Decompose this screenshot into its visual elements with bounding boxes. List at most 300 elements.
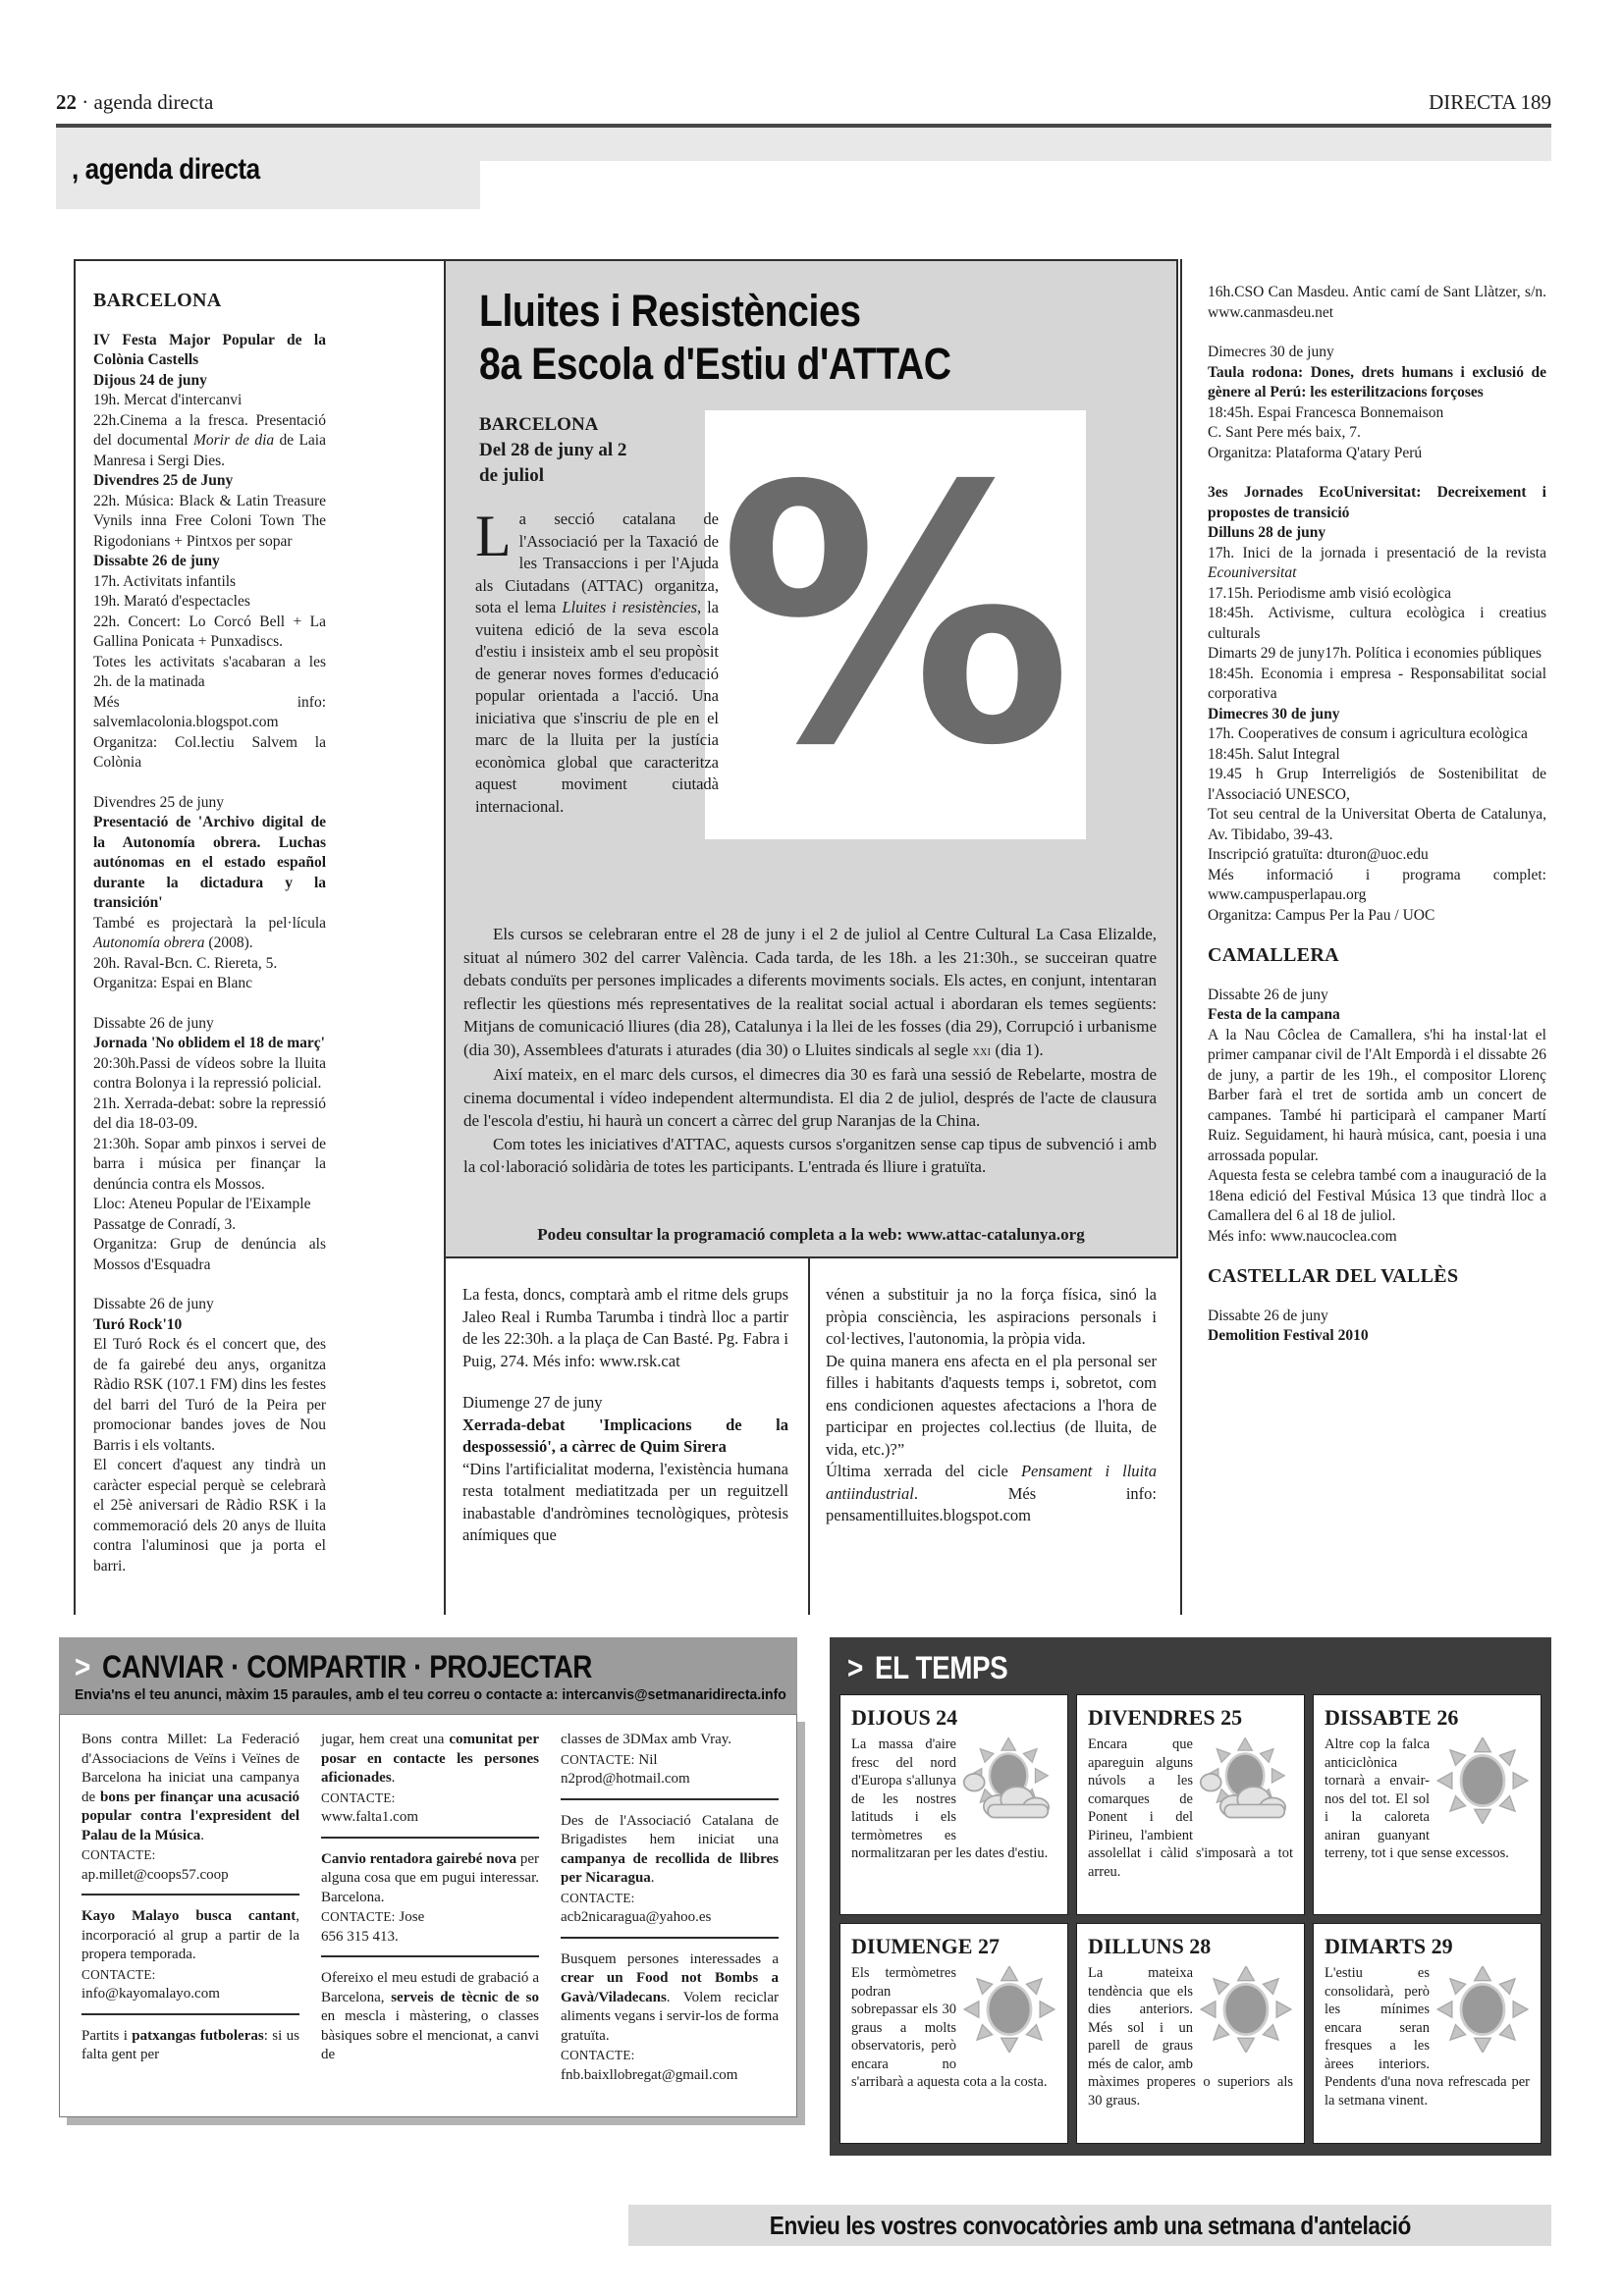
section-title-tab — [56, 128, 480, 209]
weather-days-grid — [830, 1694, 1551, 2144]
text-line — [462, 1415, 788, 1459]
text-line — [93, 693, 326, 733]
text-line — [93, 1315, 326, 1336]
text-run: BARCELONA — [93, 290, 222, 311]
weather-day-text: La mateixa tendència que els dies anteriors. Més sol i un parell de graus més de calor, amb màximes properes o superiors als 30 graus. — [1088, 1965, 1293, 2109]
weather-header — [830, 1637, 1551, 1694]
text-run: Organitza: Espai en Blanc — [93, 975, 252, 991]
text-line — [1208, 705, 1546, 725]
text-line — [462, 1459, 788, 1547]
event-taula-rodona-peru — [1208, 343, 1546, 463]
text-run: 19.45 h Grup Interreligiós de Sostenibilitat de l'Associació UNESCO, — [1208, 766, 1546, 803]
footer-note: Envieu les vostres convocatòries amb una setmana d'antelació — [769, 2210, 1411, 2240]
text-run: Pensament i lluita antiindustrial — [826, 1462, 1157, 1503]
text-run: . Més info: pensamentilluites.blogspot.com — [826, 1483, 1157, 1524]
event-archivo-digital — [93, 793, 326, 994]
ad-estudi-continuation — [561, 1731, 779, 1800]
event-jornada-18-marc — [93, 1014, 326, 1276]
text-run: n2prod@hotmail.com — [561, 1771, 690, 1787]
text-run: 20h. Raval-Bcn. C. Riereta, 5. — [93, 954, 278, 972]
text-run: Dissabte 26 de juny — [1208, 1307, 1328, 1324]
text-run: Bons contra Millet: La Federació d'Associacions de Veïns i Veïnes de Barcelona ha iniciat una campanya de — [81, 1732, 299, 1805]
text-run: El concert d'aquest any tindrà un caràcter especial perquè se celebrarà el 25è aniversari de Ràdio RSK i la commemoració dels 20 anys de lluita contra l'aluminosi que ja porta el barri. — [93, 1457, 326, 1575]
text-run: CAMALLERA — [1208, 944, 1339, 966]
event-turo-rock — [93, 1295, 326, 1576]
text-line — [321, 1928, 539, 1948]
sun-icon — [1435, 1737, 1530, 1824]
weather-title: EL TEMPS — [875, 1650, 1008, 1685]
text-run: 22h.Cinema a la fresca. Presentació del documental — [93, 411, 326, 449]
weather-icon-holder — [1435, 1737, 1530, 1824]
can-masdeu-info — [1208, 283, 1546, 323]
text-run: Des de l'Associació Catalana de Brigadistes hem iniciat una — [561, 1812, 779, 1847]
text-line — [93, 1295, 326, 1315]
text-run: 21h. Xerrada-debat: sobre la repressió del dia 18-03-09. — [93, 1095, 326, 1132]
text-run: info@kayomalayo.com — [81, 1986, 220, 2002]
page-number: 22 — [56, 90, 77, 114]
text-run: Més info: salvemlacolonia.blogspot.com — [93, 693, 326, 730]
article-lead — [475, 504, 719, 818]
drop-cap: L — [475, 504, 512, 568]
text-run: bons per finançar una acusació popular contra l'expresident del Palau de la Música — [81, 1789, 299, 1843]
sun-cloud-icon — [962, 1737, 1056, 1824]
text-line — [1208, 1266, 1546, 1287]
text-run: Així mateix, en el marc dels cursos, el dimecres dia 30 es farà una sessió de Rebelarte, mostra de cinema documental i vídeo independent altermundista. El dia 2 de juliol, després de l'acte de clausura de l'escola d'estiu, hi haurà un concert a càrrec del grup Naranjas de la China. — [463, 1065, 1157, 1130]
text-run: Dimecres 30 de juny — [1208, 344, 1334, 360]
text-run: Com totes les iniciatives d'ATTAC, aquests cursos s'organitzen sense cap tipus de subvenció i amb la col·laboració solidària de totes les participants. L'entrada és lliure i gratuïta. — [463, 1134, 1157, 1176]
text-line — [1208, 1227, 1546, 1248]
text-run: 18:45h. Espai Francesca Bonnemaison — [1208, 403, 1444, 421]
text-run: Dissabte 26 de juny — [93, 1014, 214, 1032]
text-run: Organitza: Col.lectiu Salvem la Colònia — [93, 733, 326, 771]
footer-bar — [628, 2205, 1551, 2246]
text-line — [93, 391, 326, 411]
text-run: 17h. Cooperatives de consum i agricultura ecològica — [1208, 725, 1528, 742]
agenda-right-column — [1208, 283, 1546, 1366]
weather-day-card — [1313, 1694, 1542, 1915]
classifieds-subtitle: Envia'ns el teu anunci, màxim 15 paraules, amb el teu correu o contacte a: intercanvis@setmanaridirecta.info — [75, 1686, 786, 1703]
agenda-left-column — [93, 283, 326, 1596]
text-run: . — [650, 1870, 655, 1886]
text-line — [561, 1770, 779, 1789]
weather-day-forecast — [851, 1735, 1056, 1863]
text-run: : si us falta gent per — [81, 2027, 299, 2062]
folio-section-name: agenda directa — [93, 90, 214, 114]
text-run: Dilluns 28 de juny — [1208, 524, 1326, 541]
weather-day-card — [1076, 1923, 1305, 2144]
text-run: campanya de recollida de llibres per Nicaragua — [561, 1850, 779, 1886]
text-run: 18:45h. Salut Integral — [1208, 745, 1340, 763]
text-run: Més informació i programa complet: www.campusperlapau.org — [1208, 866, 1546, 903]
text-run: xxi — [972, 1042, 992, 1059]
ad-divider — [561, 1798, 779, 1800]
folio-left — [56, 90, 213, 115]
text-line — [81, 1866, 299, 1886]
text-run: Xerrada-debat 'Implicacions de la despossessió', a càrrec de Quim Sirera — [462, 1415, 788, 1456]
ad-divider — [321, 1955, 539, 1957]
ad-divider — [321, 1837, 539, 1839]
text-line — [1208, 423, 1546, 444]
city-heading — [1208, 945, 1546, 966]
text-run: 22h. Concert: Lo Corcó Bell + La Gallina Ponicata + Punxadiscs. — [93, 613, 326, 650]
text-line — [93, 331, 326, 371]
ad-divider — [561, 1937, 779, 1939]
classifieds-box — [59, 1714, 797, 2117]
text-line — [1208, 343, 1546, 363]
percent-graphic-box — [705, 410, 1086, 839]
text-line — [1208, 724, 1546, 745]
text-run: ap.millet@coops57.coop — [81, 1866, 229, 1883]
text-line — [462, 1284, 788, 1372]
weather-day-forecast — [1325, 1735, 1530, 1863]
weather-icon-holder — [962, 1737, 1056, 1824]
text-line — [93, 371, 326, 392]
percent-symbol: % — [718, 410, 1073, 823]
text-run: fnb.baixllobregat@gmail.com — [561, 2066, 738, 2083]
text-run: A la Nau Côclea de Camallera, s'hi ha instal·lat el primer campanar civil de l'Alt Empordà i el dissabte 26 de juny, a partir de les 19h., el compositor Llorenç Barber farà el tret de sortida amb un concert de campanes. També hi participarà el campaner Martí Ruiz. Seguidament, hi haurà música, cant, poesia i una arrossada popular. — [1208, 1026, 1546, 1164]
text-run: , incorporació al grup a partir de la propera temporada. — [81, 1908, 299, 1962]
text-line — [93, 492, 326, 553]
ad-bons-millet — [81, 1731, 299, 1896]
text-line — [93, 1054, 326, 1095]
article-promo-line: Podeu consultar la programació completa a la web: www.attac-catalunya.org — [537, 1225, 1085, 1244]
weather-icon-holder — [1435, 1966, 1530, 2053]
ad-patxangas — [81, 2027, 299, 2065]
sun-cloud-icon — [1199, 1737, 1293, 1824]
text-line — [93, 733, 326, 774]
text-run: patxangas futboleras — [132, 2027, 264, 2044]
text-line — [561, 1812, 779, 1889]
text-line — [321, 1808, 539, 1828]
text-run: Taula rodona: Dones, drets humans i exclusió de gènere al Perú: les esterilitzacions forçoses — [1208, 363, 1546, 400]
text-run: Ofereixo el meu estudi de grabació a Barcelona, — [321, 1970, 539, 2005]
weather-day-text: Altre cop la falca anticiclònica tornarà a envair-nos del tot. El sol i la caloreta aniran guanyant terreny, tot i que sense excessos. — [1325, 1736, 1509, 1861]
text-line — [1208, 745, 1546, 766]
text-run: CONTACTE: — [81, 1966, 156, 1982]
text-run: Jornada 'No oblidem el 18 de març' — [93, 1035, 325, 1051]
text-line — [1208, 363, 1546, 403]
xerrada-continuation — [826, 1284, 1157, 1527]
text-run: classes de 3DMax amb Vray. — [561, 1732, 732, 1747]
text-line — [561, 1908, 779, 1928]
classifieds-title: CANVIAR · COMPARTIR · PROJECTAR — [102, 1649, 593, 1684]
text-run: Ecouniversitat — [1208, 564, 1297, 581]
text-run: de Laia Manresa i Sergi Dies. — [93, 432, 326, 469]
classifieds-header — [59, 1637, 797, 1714]
text-line — [93, 974, 326, 994]
text-line — [93, 813, 326, 914]
text-line — [321, 1731, 539, 1789]
text-line — [1208, 866, 1546, 906]
text-line — [1208, 906, 1546, 927]
text-line — [81, 1731, 299, 1845]
text-line — [93, 1135, 326, 1196]
text-line — [561, 2066, 779, 2086]
ad-rentadora — [321, 1850, 539, 1958]
ad-divider — [81, 1894, 299, 1896]
weather-day-name: DILLUNS 28 — [1088, 1934, 1212, 1958]
event-ecouniversitat — [1208, 483, 1546, 926]
weather-day-name: DISSABTE 26 — [1325, 1705, 1459, 1730]
text-line — [1208, 986, 1546, 1006]
text-run: 3es Jornades EcoUniversitat: Decreixement i propostes de transició — [1208, 484, 1546, 521]
text-run: Kayo Malayo busca cantant — [81, 1908, 297, 1924]
text-line — [826, 1284, 1157, 1351]
headline-line-1: Lluites i Resistències — [479, 286, 861, 336]
text-line — [93, 1014, 326, 1035]
text-line — [463, 1133, 1157, 1179]
text-line — [826, 1351, 1157, 1462]
text-line — [81, 1985, 299, 2004]
text-line — [561, 2046, 779, 2066]
text-run: Lloc: Ateneu Popular de l'Eixample — [93, 1196, 311, 1212]
article-body — [463, 923, 1157, 1179]
text-run: (2008). — [204, 934, 253, 951]
classifieds-column-2 — [321, 1731, 539, 2097]
text-run: IV Festa Major Popular de la Colònia Castells — [93, 331, 326, 368]
text-line — [826, 1461, 1157, 1527]
weather-icon-holder — [1199, 1737, 1293, 1824]
text-line — [321, 1969, 539, 2065]
divider — [1180, 259, 1182, 1615]
text-line — [93, 411, 326, 472]
text-line — [1208, 665, 1546, 705]
agenda-below-left-column — [462, 1284, 788, 1567]
text-run: . — [391, 1770, 396, 1786]
sun-icon — [1199, 1966, 1293, 2053]
text-line — [1208, 644, 1546, 665]
text-run: “Dins l'artificialitat moderna, l'existència humana resta totalment mediatitzada per un reguitzell inabastable d'andròmines tecnològiques, pròtesis anímiques que — [462, 1459, 788, 1544]
text-run: Festa de la campana — [1208, 1006, 1340, 1023]
text-run: També es projectarà la pel·lícula — [93, 914, 326, 932]
text-run: Passatge de Conradí, 3. — [93, 1215, 237, 1233]
text-run: Divendres 25 de juny — [93, 793, 225, 811]
text-run: Totes les activitats s'acabaran a les 2h. de la matinada — [93, 653, 326, 690]
text-line — [1208, 845, 1546, 866]
text-line — [561, 1950, 779, 2047]
text-run: , la vuitena edició de la seva escola d'estiu i insisteix amb el seu propòsit de generar noves formes d'educació popular orientada a l'acció. Una iniciativa que s'inscriu de ple en el marc de la lluita per la justícia econòmica global que caracteritza aquest moviment ciutadà internacional. — [475, 598, 719, 816]
text-line — [81, 1907, 299, 1965]
text-run: serveis de tècnic de so — [391, 1989, 539, 2005]
divider — [74, 259, 76, 1615]
text-run: jugar, hem creat una — [321, 1732, 450, 1747]
text-run: 19h. Mercat d'intercanvi — [93, 392, 243, 408]
text-run: Última xerrada del cicle — [826, 1462, 1021, 1480]
text-run: 20:30h.Passi de vídeos sobre la lluita contra Bolonya i la repressió policial. — [93, 1054, 326, 1092]
weather-icon-holder — [962, 1966, 1056, 2053]
text-run: acb2nicaragua@yahoo.es — [561, 1909, 712, 1925]
text-line — [93, 1195, 326, 1215]
text-line — [93, 653, 326, 693]
text-line — [93, 1456, 326, 1576]
text-run: Dimarts 29 de juny17h. Política i economies públiques — [1208, 645, 1542, 662]
text-run: Aquesta festa se celebra també com a inauguració de la 18ena edició del Festival Música 13 que tindrà lloc a Camallera del 6 al 18 de juliol. — [1208, 1167, 1546, 1224]
weather-day-text: Encara que apareguin alguns núvols a les comarques de Ponent i del Pirineu, l'ambient assolellat i càlid s'imposarà a tot arreu. — [1088, 1736, 1293, 1880]
edition-label: DIRECTA 189 — [1429, 90, 1551, 114]
article-place-date — [479, 412, 626, 489]
weather-day-text: Els termòmetres podran sobrepassar els 30 graus a molts observatoris, però encara no s'arribarà a aquesta cota a la costa. — [851, 1965, 1048, 2090]
folio-separator: · — [81, 90, 89, 114]
text-run: a secció catalana de l'Associació per la Taxació de les Transaccions i per l'Ajuda als Ciutadans (ATTAC) organitza, sota el lema — [475, 509, 719, 616]
weather-day-card — [1076, 1694, 1305, 1915]
text-run: Els cursos se celebraran entre el 28 de juny i el 2 de juliol al Centre Cultural La Casa Elizalde, situat al número 302 del carrer València. Cada tarda, de les 18h. a les 21:30h., se succeiran quatre debats conduïts per persones implicades a diferents moviments socials. Els actes, en conjunt, intentaran reflectir les qüestions més representatives de la realitat social actual i abordaran els temes següents: Mitjans de comunicació lliures (dia 28), Catalunya i la llei de les fosses (dia 29), Corrupció i urbanisme (dia 30), Assemblees d'aturats i aturades (dia 30) o Lluites sindicals al segle — [463, 925, 1157, 1059]
text-run: per alguna cosa que em pugui interessar. Barcelona. — [321, 1850, 539, 1905]
text-line — [1208, 544, 1546, 584]
text-line — [321, 1850, 539, 1908]
text-run: Demolition Festival 2010 — [1208, 1327, 1369, 1344]
text-run: 656 315 413. — [321, 1928, 399, 1945]
text-run: 16h.CSO Can Masdeu. Antic camí de Sant Llàtzer, s/n. www.canmasdeu.net — [1208, 284, 1546, 321]
text-run: 21:30h. Sopar amb pinxos i servei de barra i música per finançar la denúncia contra els Mossos. — [93, 1135, 326, 1193]
text-line — [1208, 805, 1546, 845]
ad-estudi-gravacio — [321, 1969, 539, 2065]
text-line — [1208, 584, 1546, 605]
text-line — [1208, 403, 1546, 424]
weather-section — [830, 1637, 1551, 2156]
text-line — [81, 2027, 299, 2065]
article-date-line-1: Del 28 de juny al 2 — [479, 440, 627, 460]
weather-day-card — [1313, 1923, 1542, 2144]
headline-line-2: 8a Escola d'Estiu d'ATTAC — [479, 339, 951, 389]
text-run: Presentació de 'Archivo digital de la Autonomía obrera. Luchas autónomas en el estado español durante la dictadura y la transición' — [93, 814, 326, 911]
text-run: Organitza: Grup de denúncia als Mossos d'Esquadra — [93, 1236, 326, 1273]
text-run: Més info: www.naucoclea.com — [1208, 1227, 1397, 1245]
text-run: Lluites i resistències — [562, 598, 698, 616]
text-run: en mescla i màstering, o classes bàsiques sobre el mencionat, a canvi de — [321, 2008, 539, 2062]
text-line — [1208, 765, 1546, 805]
text-line — [1208, 483, 1546, 523]
sun-icon — [1435, 1966, 1530, 2053]
text-run: CONTACTE: — [561, 2048, 635, 2062]
text-run: CONTACTE: — [81, 1847, 156, 1862]
ad-llibres-nicaragua — [561, 1812, 779, 1939]
article-city: BARCELONA — [479, 414, 599, 435]
text-run: Tot seu central de la Universitat Oberta de Catalunya, Av. Tibidabo, 39-43. — [1208, 806, 1546, 843]
weather-day-forecast — [1325, 1964, 1530, 2109]
text-line — [93, 914, 326, 954]
section-title: , agenda directa — [72, 153, 260, 186]
city-heading — [93, 291, 326, 311]
text-run: 19h. Marató d'espectacles — [93, 593, 250, 610]
text-run: Organitza: Campus Per la Pau / UOC — [1208, 906, 1435, 924]
text-run: CONTACTE: — [561, 1751, 635, 1767]
text-run: Dissabte 26 de juny — [93, 1296, 214, 1312]
weather-day-name: DIVENDRES 25 — [1088, 1705, 1243, 1730]
text-line — [93, 471, 326, 492]
weather-day-forecast — [1088, 1964, 1293, 2109]
weather-day-text: L'estiu es consolidarà, però les mínimes encara seran fresques a les àrees interiors. Pendents d'una nova refrescada per la setmana vinent. — [1325, 1965, 1530, 2109]
weather-day-name: DIJOUS 24 — [851, 1705, 958, 1730]
text-line — [561, 1889, 779, 1909]
ad-divider — [81, 2013, 299, 2015]
text-line — [93, 592, 326, 613]
text-line — [93, 1215, 326, 1236]
text-line — [81, 1965, 299, 1986]
text-line — [93, 1034, 326, 1054]
text-line — [1208, 444, 1546, 464]
text-run: comunitat per posar en contacte les persones aficionades — [321, 1732, 539, 1786]
event-festa-campana — [1208, 986, 1546, 1248]
text-run: CONTACTE: — [321, 1789, 396, 1805]
text-run: 17h. Activitats infantils — [93, 572, 237, 590]
arrow-icon: > — [847, 1650, 863, 1685]
text-run: El Turó Rock és el concert que, des de fa gairebé deu anys, organitza Ràdio RSK (107.1 FM) dins les festes del barri del Turó de la Peira per promocionar bandes joves de Nou Barris i els voltants. — [93, 1336, 326, 1454]
text-line — [93, 552, 326, 572]
text-line — [561, 1731, 779, 1750]
text-line — [93, 1095, 326, 1135]
text-run: C. Sant Pere més baix, 7. — [1208, 424, 1361, 441]
sun-icon — [962, 1966, 1056, 2053]
city-heading — [1208, 1266, 1546, 1287]
text-run: La festa, doncs, comptarà amb el ritme dels grups Jaleo Real i Rumba Tarumba i tindrà lloc a partir de les 22:30h. a la plaça de Can Basté. Pg. Fabra i Puig, 274. Més info: www.rsk.cat — [462, 1285, 788, 1370]
text-run: Turó Rock'10 — [93, 1315, 183, 1333]
event-colonia-castells — [93, 331, 326, 774]
event-xerrada-despossessio — [462, 1392, 788, 1547]
weather-day-name: DIUMENGE 27 — [851, 1934, 1000, 1958]
text-line — [1208, 945, 1546, 966]
weather-day-forecast — [1088, 1735, 1293, 1881]
weather-day-card — [839, 1923, 1068, 2144]
text-line — [463, 1063, 1157, 1133]
text-run: Dimecres 30 de juny — [1208, 705, 1340, 722]
text-line — [1208, 1326, 1546, 1347]
text-line — [462, 1392, 788, 1415]
text-line — [93, 1235, 326, 1275]
text-line — [93, 1335, 326, 1456]
ad-patxangas-continuation — [321, 1731, 539, 1839]
text-line — [1208, 1307, 1546, 1327]
text-line — [1208, 283, 1546, 323]
text-run: Autonomía obrera — [93, 934, 205, 951]
text-line — [93, 793, 326, 814]
text-run: Morir de dia — [192, 432, 275, 449]
article-paragraph — [463, 923, 1157, 1063]
page-header — [56, 90, 1551, 115]
article-paragraph — [463, 1133, 1157, 1179]
text-line — [321, 1907, 539, 1928]
text-run: . Volem reciclar aliments vegans i servir-los de forma gratuïta. — [561, 1989, 779, 2044]
text-run: Partits i — [81, 2027, 133, 2044]
divider — [808, 1256, 810, 1615]
text-run: Organitza: Plataforma Q'atary Perú — [1208, 444, 1423, 461]
feature-article — [446, 261, 1178, 1258]
text-run: vénen a substituir ja no la força física, sinó la pròpia consciència, les aspiracions personals i col·lectives, l'autonomia, la pròpia vida. — [826, 1285, 1157, 1348]
classifieds-section — [59, 1637, 797, 2117]
text-run: 22h. Música: Black & Latin Treasure Vynils inna Free Coloni Town The Rigodonians + Pintxos per sopar — [93, 492, 326, 550]
text-line — [321, 1789, 539, 1809]
text-line — [1208, 604, 1546, 644]
weather-day-card — [839, 1694, 1068, 1915]
arrow-icon: > — [75, 1649, 90, 1684]
text-run: Inscripció gratuïta: dturon@uoc.edu — [1208, 846, 1429, 863]
classifieds-column-1 — [81, 1731, 299, 2097]
text-run: 17.15h. Periodisme amb visió ecològica — [1208, 584, 1451, 602]
weather-day-name: DIMARTS 29 — [1325, 1934, 1453, 1958]
text-line — [1208, 1026, 1546, 1167]
text-run: Nil — [634, 1751, 658, 1768]
ad-kayo-malayo — [81, 1907, 299, 2015]
text-line — [1208, 523, 1546, 544]
text-run: CASTELLAR DEL VALLÈS — [1208, 1265, 1459, 1287]
text-line — [93, 291, 326, 311]
event-demolition-festival — [1208, 1307, 1546, 1347]
text-run: (dia 1). — [991, 1040, 1044, 1059]
article-date-line-2: de juliol — [479, 465, 544, 486]
text-run: crear un Food not Bombs a Gavà/Viladecans — [561, 1970, 779, 2005]
text-run: www.falta1.com — [321, 1809, 418, 1825]
text-line — [81, 1845, 299, 1866]
text-line — [561, 1750, 779, 1771]
